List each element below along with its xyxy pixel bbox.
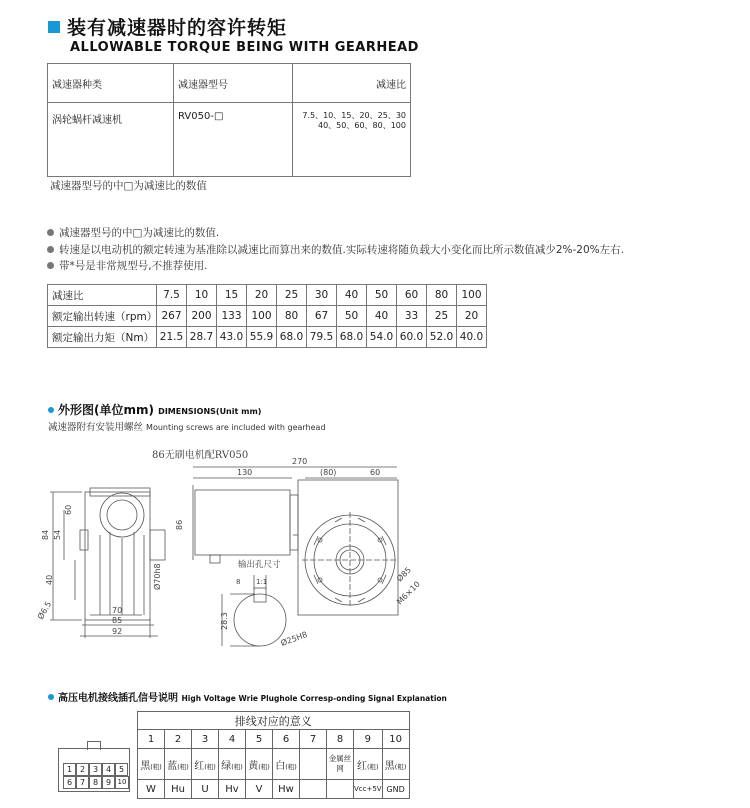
gear-model-cell: RV050-□ xyxy=(174,103,293,177)
wiring-table-title: 排线对应的意义 xyxy=(138,712,410,730)
dimension-drawing xyxy=(30,440,450,650)
row-label: 减速比 xyxy=(48,285,157,306)
table-row xyxy=(48,285,487,306)
pin-number-row xyxy=(138,730,410,749)
wire-color: 白(粗) xyxy=(273,749,300,780)
dim-60-vertical: 60 xyxy=(64,504,73,515)
pin-number: 4 xyxy=(219,730,246,749)
ratio-list-cell xyxy=(293,103,411,177)
wiring-table xyxy=(137,711,410,799)
connector-pin: 3 xyxy=(89,763,102,776)
table-cell: 40 xyxy=(367,306,397,327)
dim-80: (80) xyxy=(320,468,337,477)
bullet-icon xyxy=(47,229,54,236)
wire-color: 黑(粗) xyxy=(382,749,409,780)
table-row xyxy=(48,327,487,348)
table-cell: 79.5 xyxy=(307,327,337,348)
table-cell: 67 xyxy=(307,306,337,327)
shaft-hole-title: 输出孔尺寸 xyxy=(238,560,281,570)
ratio-list-line2: 40、50、60、80、100 xyxy=(318,121,406,130)
table-cell: 100 xyxy=(247,306,277,327)
row-label: 额定输出转速（rpm） xyxy=(48,306,157,327)
wire-color: 红(粗) xyxy=(192,749,219,780)
shaft-hole xyxy=(222,575,286,646)
bullet-icon xyxy=(47,246,54,253)
ratio-torque-table xyxy=(47,284,487,348)
wire-color: 黄(粗) xyxy=(246,749,273,780)
pin-number: 10 xyxy=(382,730,409,749)
signal-row xyxy=(138,780,410,799)
table-cell: 7.5 xyxy=(157,285,187,306)
section-dot-icon xyxy=(48,407,54,413)
gear-type-cell: 涡轮蜗杆减速机 xyxy=(48,103,174,177)
gear-type-table xyxy=(47,63,411,177)
pin-number: 9 xyxy=(354,730,383,749)
table-cell: 200 xyxy=(187,306,217,327)
connector-row-top xyxy=(63,763,128,776)
table-cell: 43.0 xyxy=(217,327,247,348)
connector-latch xyxy=(87,741,101,750)
table-cell: 55.9 xyxy=(247,327,277,348)
dimensions-subheading: 减速器附有安装用螺丝 Mounting screws are included with gearhead xyxy=(48,422,326,433)
connector-pin: 8 xyxy=(89,776,102,789)
signal-name: Hu xyxy=(165,780,192,799)
ratio-list-line1: 7.5、10、15、20、25、30 xyxy=(302,111,406,120)
connector-pin: 2 xyxy=(76,763,89,776)
signal-name: Hw xyxy=(273,780,300,799)
table-cell: 133 xyxy=(217,306,247,327)
connector-pin: 5 xyxy=(115,763,128,776)
dim-86: 86 xyxy=(175,519,184,530)
pin-number: 1 xyxy=(138,730,165,749)
signal-name: Vcc+5V xyxy=(354,780,383,799)
dim-70: 70 xyxy=(112,606,123,615)
table-cell: 15 xyxy=(217,285,247,306)
pin-number: 2 xyxy=(165,730,192,749)
motor-view xyxy=(193,467,398,615)
signal-name: U xyxy=(192,780,219,799)
dim-1-1: 1:1 xyxy=(256,578,268,586)
dim-60: 60 xyxy=(370,468,381,477)
wire-color xyxy=(300,749,327,780)
signal-name: GND xyxy=(382,780,409,799)
dim-54: 54 xyxy=(53,529,62,540)
table-cell: 100 xyxy=(457,285,487,306)
table-cell: 21.5 xyxy=(157,327,187,348)
connector-pin: 1 xyxy=(63,763,76,776)
connector-row-bottom xyxy=(63,776,129,789)
dim-25h8: Ø25H8 xyxy=(279,629,309,648)
table-cell: 28.7 xyxy=(187,327,217,348)
dim-8: 8 xyxy=(236,578,241,586)
header-gear-type: 减速器种类 xyxy=(48,64,174,103)
table-cell: 20 xyxy=(247,285,277,306)
table-row xyxy=(48,306,487,327)
table-cell: 60.0 xyxy=(397,327,427,348)
bullet-item: 转速是以电动机的额定转速为基准除以减速比而算出来的数值.实际转速将随负载大小变化而比所示数值减少2%-20%左右. xyxy=(47,242,624,259)
dim-85-circle: Ø85 xyxy=(395,565,414,584)
table-cell: 50 xyxy=(337,306,367,327)
table-cell: 267 xyxy=(157,306,187,327)
gear-face xyxy=(302,512,398,608)
header-gear-model: 减速器型号 xyxy=(174,64,293,103)
table-cell: 33 xyxy=(397,306,427,327)
wire-color: 黑(粗) xyxy=(138,749,165,780)
title-square-icon xyxy=(48,21,60,33)
row-label: 额定输出力矩（Nm） xyxy=(48,327,157,348)
bullet-notes xyxy=(47,225,624,275)
table-cell: 25 xyxy=(277,285,307,306)
table-cell: 40.0 xyxy=(457,327,487,348)
pin-number: 8 xyxy=(327,730,354,749)
wire-color: 绿(粗) xyxy=(219,749,246,780)
pin-number: 7 xyxy=(300,730,327,749)
connector-pin: 9 xyxy=(102,776,115,789)
connector-pin: 10 xyxy=(115,776,129,789)
signal-name: V xyxy=(246,780,273,799)
dim-85: 85 xyxy=(112,616,123,625)
dim-92: 92 xyxy=(112,627,123,636)
connector-diagram xyxy=(58,748,130,792)
table-cell: 50 xyxy=(367,285,397,306)
model-note: 减速器型号的中□为减速比的数值 xyxy=(50,180,207,192)
signal-name xyxy=(300,780,327,799)
dim-28-3: 28.3 xyxy=(220,612,229,630)
dim-m6: M6×10 xyxy=(395,579,422,607)
table-cell: 10 xyxy=(187,285,217,306)
signal-name: Hv xyxy=(219,780,246,799)
dim-84: 84 xyxy=(41,529,50,540)
bullet-icon xyxy=(47,262,54,269)
wire-color: 红(粗) xyxy=(354,749,383,780)
connector-pin: 7 xyxy=(76,776,89,789)
dim-6-5: Ø6.5 xyxy=(35,600,54,621)
dimensions-heading: 外形图(单位mm) DIMENSIONS(Unit mm) xyxy=(48,401,261,418)
page-subtitle: ALLOWABLE TORQUE BEING WITH GEARHEAD xyxy=(70,40,419,55)
table-cell: 68.0 xyxy=(277,327,307,348)
table-cell: 40 xyxy=(337,285,367,306)
bullet-item: 带*号是非常规型号,不推荐使用. xyxy=(47,258,624,275)
dim-70h8: Ø70h8 xyxy=(153,563,162,590)
pin-number: 6 xyxy=(273,730,300,749)
dim-270: 270 xyxy=(292,457,308,466)
wire-color: 金属丝网 xyxy=(327,749,354,780)
pin-number: 3 xyxy=(192,730,219,749)
table-cell: 30 xyxy=(307,285,337,306)
connector-pin: 6 xyxy=(63,776,76,789)
dim-40: 40 xyxy=(45,574,54,585)
drawing-title: 86无刷电机配RV050 xyxy=(152,450,249,461)
wire-color: 蓝(粗) xyxy=(165,749,192,780)
signal-name: W xyxy=(138,780,165,799)
dim-130: 130 xyxy=(237,468,253,477)
header-ratio: 减速比 xyxy=(293,64,411,103)
table-cell: 54.0 xyxy=(367,327,397,348)
signal-name xyxy=(327,780,354,799)
section-dot-icon xyxy=(48,694,54,700)
table-cell: 80 xyxy=(277,306,307,327)
table-cell: 52.0 xyxy=(427,327,457,348)
table-cell: 20 xyxy=(457,306,487,327)
wire-color-row xyxy=(138,749,410,780)
table-cell: 60 xyxy=(397,285,427,306)
connector-pin: 4 xyxy=(102,763,115,776)
table-cell: 25 xyxy=(427,306,457,327)
table-cell: 68.0 xyxy=(337,327,367,348)
bullet-item: 减速器型号的中□为减速比的数值. xyxy=(47,225,624,242)
pin-number: 5 xyxy=(246,730,273,749)
page-title: 装有减速器时的容许转矩 xyxy=(48,13,287,40)
table-cell: 80 xyxy=(427,285,457,306)
wiring-heading: 高压电机接线插孔信号说明 High Voltage Wrie Plughole Corresp-onding Signal Explanation xyxy=(48,689,447,704)
